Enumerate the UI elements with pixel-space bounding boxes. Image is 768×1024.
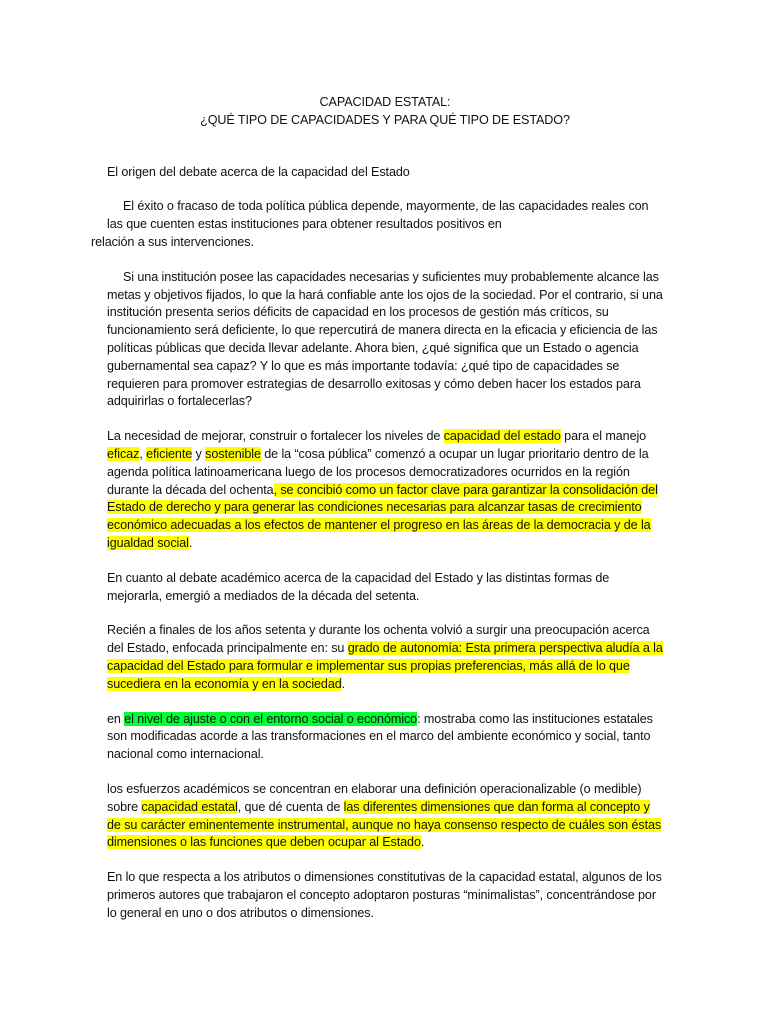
paragraph-8: En lo que respecta a los atributos o dimensiones constitutivas de la capacidad estatal, algunos de los primeros autores que trabajaron el concepto adoptaron posturas “minimalistas”, concentrándose por lo general en uno o dos atributos o dimensiones. — [107, 870, 662, 920]
p5-text-2: . — [341, 676, 346, 691]
highlight-capacidad-estatal: capacidad estatal — [141, 799, 238, 814]
highlight-eficaz: eficaz — [107, 446, 140, 461]
document-title — [107, 94, 663, 130]
paragraph-4: En cuanto al debate académico acerca de la capacidad del Estado y las distintas formas de mejorarla, emergió a mediados de la década del setenta. — [107, 570, 610, 603]
p3-text-1: La necesidad de mejorar, construir o fortalecer los niveles de — [107, 429, 444, 444]
p6-text-1: en — [107, 711, 125, 726]
paragraph-1-line-2: las que cuenten estas instituciones para obtener resultados positivos en — [107, 217, 502, 232]
highlight-capacidad-del-estado: capacidad del estado — [443, 429, 561, 444]
p3-text-6: . — [188, 535, 193, 550]
p3-text-4: y — [192, 446, 206, 461]
p7-text-2: , que dé cuenta de — [237, 799, 344, 814]
paragraph-1-line-3: relación a sus intervenciones. — [91, 234, 254, 249]
highlight-sostenible: sostenible — [205, 446, 261, 461]
p7-text-1: los esfuerzos académicos se concentran en elaborar una definición operacionalizable (o medible) sobre — [107, 781, 642, 814]
p5-text-1: Recién a finales de los años setenta y durante los ochenta volvió a surgir una preocupación acerca del Estado, enfocada principalmente en: su — [107, 623, 650, 656]
highlight-factor-clave: , se concibió como un factor clave para garantizar la consolidación del Estado de derecho y para generar las condiciones necesarias para alcanzar tasas de crecimiento económico adecuadas a los efectos de mantener el progreso en las áreas de la democracia y de la igualdad social — [107, 482, 658, 550]
p7-text-3: . — [420, 835, 425, 850]
section-heading: El origen del debate acerca de la capacidad del Estado — [107, 164, 410, 179]
highlight-nivel-de-ajuste: el nivel de ajuste o con el entorno social o económico — [124, 711, 418, 726]
p3-text-5: de la “cosa pública” comenzó a ocupar un lugar prioritario dentro de la agenda política latinoamericana luego de los procesos democratizadores ocurridos en la región durante la década del ochenta — [107, 446, 649, 497]
paragraph-2: Si una institución posee las capacidades necesarias y suficientes muy probablemente alcance las metas y objetivos fijados, lo que la hará confiable ante los ojos de la sociedad. Por el contrario, si una institución presenta serios déficits de capacidad en los procesos de gestión más críticos, su funcionamiento será deficiente, lo que repercutirá de manera directa en la eficacia y eficiencia de las políticas públicas que decida llevar adelante. Ahora bien, ¿qué significa que un Estado o agencia gubernamental sea capaz? Y lo que es más importante todavía: ¿qué tipo de capacidades se requieren para promover estrategias de desarrollo exitosas y cómo deben hacer los estados para adquirirlas o fortalecerlas? — [107, 269, 663, 409]
paragraph-3 — [107, 428, 663, 553]
paragraph-7 — [107, 781, 663, 852]
title-line-2: ¿QUÉ TIPO DE CAPACIDADES Y PARA QUÉ TIPO DE ESTADO? — [200, 112, 570, 127]
paragraph-5 — [107, 622, 663, 693]
highlight-dimensiones: las diferentes dimensiones que dan forma al concepto y de su carácter eminentemente instrumental, aunque no haya consenso respecto de cuáles son éstas dimensiones o las funciones que deben ocupar al Estado — [107, 799, 662, 850]
highlight-eficiente: eficiente — [146, 446, 193, 461]
p3-text-2: para el manejo — [560, 429, 647, 444]
p6-text-2: : mostraba como las instituciones estatales son modificadas acorde a las transformaciones en el marco del ambiente económico y social, tanto nacional como internacional. — [107, 711, 653, 762]
p3-text-3: , — [139, 446, 147, 461]
paragraph-1-line-1: El éxito o fracaso de toda política pública depende, mayormente, de las capacidades reales con — [123, 199, 649, 214]
paragraph-1 — [91, 198, 663, 251]
title-line-1: CAPACIDAD ESTATAL: — [319, 95, 451, 109]
highlight-grado-de-autonomia: grado de autonomía: Esta primera perspectiva aludía a la capacidad del Estado para formular e implementar sus propias preferencias, más allá de lo que sucediera en la economía y en la sociedad — [107, 641, 663, 691]
paragraph-6 — [107, 711, 663, 764]
